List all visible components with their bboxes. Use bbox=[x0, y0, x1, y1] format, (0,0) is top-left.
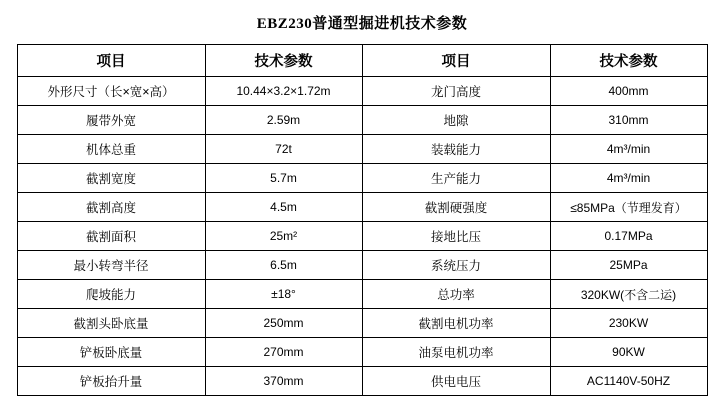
row-value-right: 400mm bbox=[550, 77, 707, 106]
row-value-left: 5.7m bbox=[205, 164, 362, 193]
row-label-right: 接地比压 bbox=[362, 222, 550, 251]
row-label-right: 地隙 bbox=[362, 106, 550, 135]
row-label-right: 系统压力 bbox=[362, 251, 550, 280]
row-value-left: 6.5m bbox=[205, 251, 362, 280]
row-value-right: 320KW(不含二运) bbox=[550, 280, 707, 309]
row-value-left: ±18° bbox=[205, 280, 362, 309]
row-label-left: 铲板抬升量 bbox=[17, 367, 205, 396]
page-title: EBZ230普通型掘进机技术参数 bbox=[256, 16, 468, 32]
table-row bbox=[17, 222, 707, 251]
column-header-item-1: 项目 bbox=[17, 45, 205, 77]
row-value-right: 230KW bbox=[550, 309, 707, 338]
row-value-right: 4m³/min bbox=[550, 164, 707, 193]
row-value-right: 4m³/min bbox=[550, 135, 707, 164]
column-header-spec-1: 技术参数 bbox=[205, 45, 362, 77]
row-value-right: 25MPa bbox=[550, 251, 707, 280]
table-row bbox=[17, 280, 707, 309]
row-label-left: 外形尺寸（长×宽×高） bbox=[17, 77, 205, 106]
row-value-right: 90KW bbox=[550, 338, 707, 367]
row-value-right: 310mm bbox=[550, 106, 707, 135]
row-label-right: 截割电机功率 bbox=[362, 309, 550, 338]
row-label-right: 装载能力 bbox=[362, 135, 550, 164]
row-value-left: 370mm bbox=[205, 367, 362, 396]
row-label-left: 履带外宽 bbox=[17, 106, 205, 135]
table-row bbox=[17, 77, 707, 106]
row-value-right: 0.17MPa bbox=[550, 222, 707, 251]
row-label-left: 截割宽度 bbox=[17, 164, 205, 193]
row-value-left: 4.5m bbox=[205, 193, 362, 222]
column-header-item-2: 项目 bbox=[362, 45, 550, 77]
row-value-left: 270mm bbox=[205, 338, 362, 367]
row-label-right: 截割硬强度 bbox=[362, 193, 550, 222]
table-row bbox=[17, 106, 707, 135]
row-label-right: 总功率 bbox=[362, 280, 550, 309]
table-row bbox=[17, 309, 707, 338]
table-row bbox=[17, 193, 707, 222]
table-row bbox=[17, 251, 707, 280]
row-label-left: 爬坡能力 bbox=[17, 280, 205, 309]
row-value-right: ≤85MPa（节理发育） bbox=[550, 193, 707, 222]
table-row bbox=[17, 164, 707, 193]
row-label-left: 截割头卧底量 bbox=[17, 309, 205, 338]
row-value-left: 72t bbox=[205, 135, 362, 164]
row-value-left: 10.44×3.2×1.72m bbox=[205, 77, 362, 106]
table-row bbox=[17, 338, 707, 367]
table-row bbox=[17, 135, 707, 164]
row-label-left: 截割面积 bbox=[17, 222, 205, 251]
row-value-left: 25m² bbox=[205, 222, 362, 251]
row-value-left: 250mm bbox=[205, 309, 362, 338]
row-label-left: 机体总重 bbox=[17, 135, 205, 164]
row-label-right: 油泵电机功率 bbox=[362, 338, 550, 367]
row-label-left: 铲板卧底量 bbox=[17, 338, 205, 367]
row-label-left: 最小转弯半径 bbox=[17, 251, 205, 280]
table-row bbox=[17, 367, 707, 396]
row-value-right: AC1140V-50HZ bbox=[550, 367, 707, 396]
row-label-right: 龙门高度 bbox=[362, 77, 550, 106]
row-label-right: 生产能力 bbox=[362, 164, 550, 193]
spec-table bbox=[17, 44, 708, 396]
table-header-row bbox=[17, 45, 707, 77]
row-label-right: 供电电压 bbox=[362, 367, 550, 396]
row-value-left: 2.59m bbox=[205, 106, 362, 135]
row-label-left: 截割高度 bbox=[17, 193, 205, 222]
column-header-spec-2: 技术参数 bbox=[550, 45, 707, 77]
